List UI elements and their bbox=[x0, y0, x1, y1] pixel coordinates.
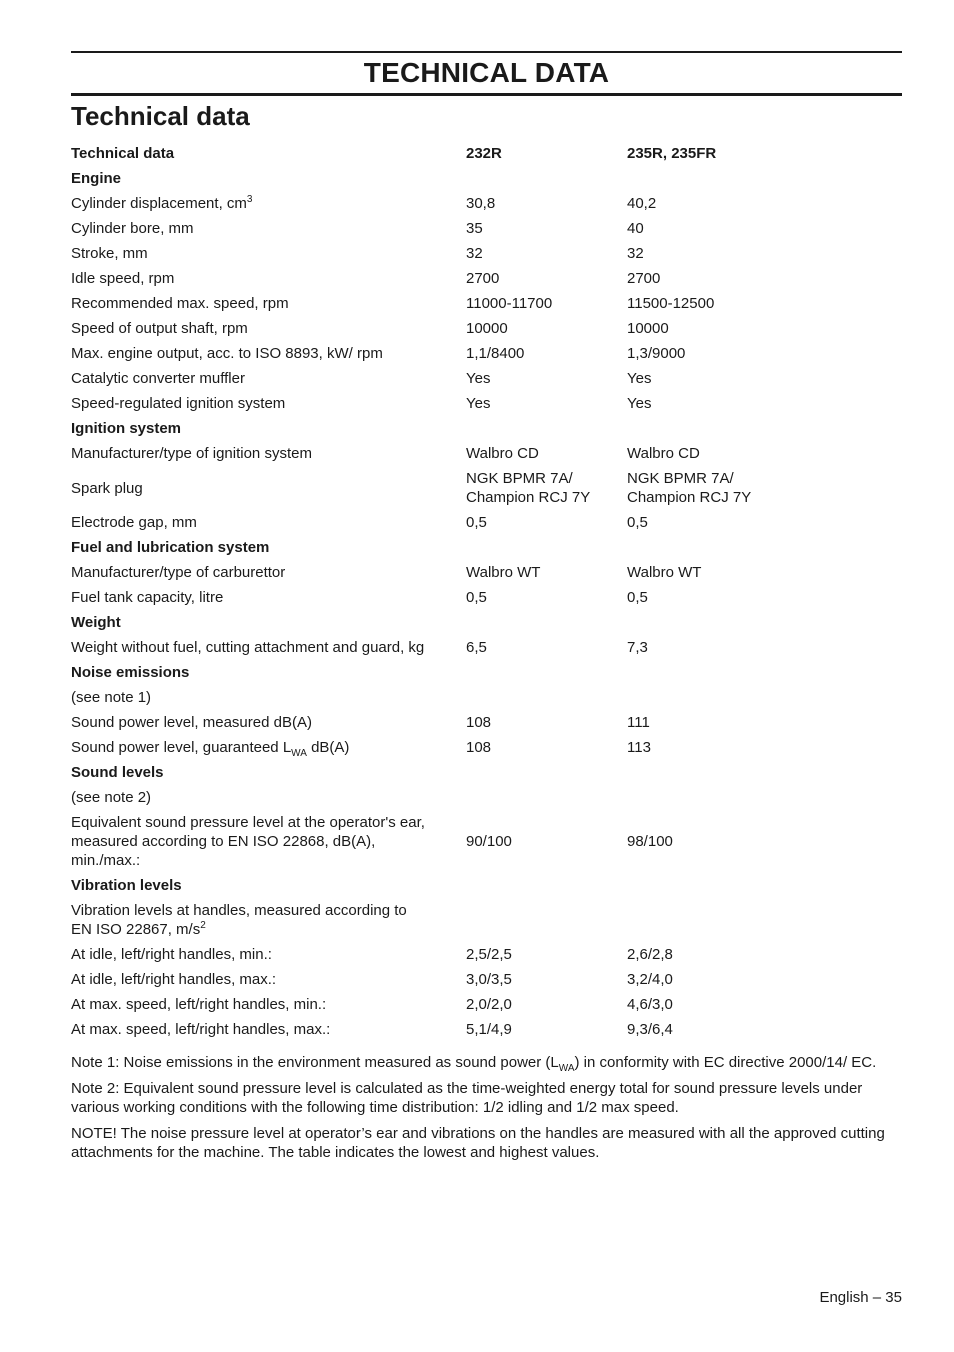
row-label: At idle, left/right handles, max.: bbox=[71, 971, 277, 988]
section-label: Engine bbox=[71, 170, 122, 187]
value-232r: 108 bbox=[466, 714, 492, 731]
header-cell-235r: 235R, 235FR bbox=[627, 145, 717, 162]
value-232r: 3,0/3,5 bbox=[466, 971, 512, 988]
row-label: Speed of output shaft, rpm bbox=[71, 320, 248, 337]
section-label: Weight bbox=[71, 614, 121, 631]
value-235r: 7,3 bbox=[627, 639, 648, 656]
row-label-line: measured according to EN ISO 22868, dB(A), bbox=[71, 833, 376, 850]
value-235r: 32 bbox=[627, 245, 644, 262]
row-label: Max. engine output, acc. to ISO 8893, kW/ rpm bbox=[71, 345, 383, 362]
row-label: At max. speed, left/right handles, min.: bbox=[71, 996, 327, 1013]
table-row bbox=[71, 967, 902, 992]
notes bbox=[71, 1053, 902, 1169]
section-label: Noise emissions bbox=[71, 664, 190, 681]
row-label: At idle, left/right handles, min.: bbox=[71, 946, 272, 963]
row-label: Sound power level, measured dB(A) bbox=[71, 714, 312, 731]
table-row bbox=[71, 291, 902, 316]
header-rule-bottom bbox=[71, 93, 902, 96]
value-235r: 4,6/3,0 bbox=[627, 996, 673, 1013]
value-line: Champion RCJ 7Y bbox=[466, 489, 591, 506]
value-235r: 0,5 bbox=[627, 589, 648, 606]
row-label bbox=[71, 810, 466, 873]
row-label-text: Sound power level, guaranteed L bbox=[71, 739, 292, 756]
value-232r: 6,5 bbox=[466, 639, 487, 656]
row-label: Recommended max. speed, rpm bbox=[71, 295, 289, 312]
value-232r: Yes bbox=[466, 370, 491, 387]
value-235r: 3,2/4,0 bbox=[627, 971, 673, 988]
note-text: ) in conformity with EC directive 2000/14/ EC. bbox=[574, 1054, 877, 1071]
superscript: 2 bbox=[200, 920, 206, 931]
value-232r: 35 bbox=[466, 220, 483, 237]
value-235r: 0,5 bbox=[627, 514, 648, 531]
superscript: 3 bbox=[246, 194, 253, 205]
value-232r: 90/100 bbox=[466, 833, 512, 850]
section-row-vibration bbox=[71, 873, 902, 898]
row-label-text: Cylinder displacement, cm bbox=[71, 195, 247, 212]
section-row-fuel bbox=[71, 535, 902, 560]
value-235r: 11500-12500 bbox=[627, 295, 715, 312]
row-label: Spark plug bbox=[71, 479, 143, 497]
value-232r: Yes bbox=[466, 395, 491, 412]
value-235r: 98/100 bbox=[627, 833, 673, 850]
table-row bbox=[71, 942, 902, 967]
value-232r: 11000-11700 bbox=[466, 295, 553, 312]
row-label: Catalytic converter muffler bbox=[71, 370, 245, 387]
value-235r: 10000 bbox=[627, 320, 669, 337]
note-1 bbox=[71, 1053, 902, 1072]
value-line: Champion RCJ 7Y bbox=[627, 489, 752, 506]
page-footer: English – 35 bbox=[819, 1289, 902, 1306]
table-row bbox=[71, 241, 902, 266]
value-235r: 40,2 bbox=[627, 195, 657, 212]
value-232r: Walbro CD bbox=[466, 445, 539, 462]
value-232r: 32 bbox=[466, 245, 483, 262]
table-row bbox=[71, 735, 902, 760]
header-rule-top bbox=[71, 51, 902, 53]
table-row bbox=[71, 992, 902, 1017]
section-row-noise bbox=[71, 660, 902, 685]
value-232r: 0,5 bbox=[466, 589, 487, 606]
row-label bbox=[71, 898, 466, 942]
table-row bbox=[71, 266, 902, 291]
row-label: At max. speed, left/right handles, max.: bbox=[71, 1021, 331, 1038]
value-235r: Yes bbox=[627, 370, 652, 387]
value-235r: Walbro CD bbox=[627, 445, 700, 462]
page-header-title: TECHNICAL DATA bbox=[363, 57, 610, 88]
table-header-row bbox=[71, 141, 902, 166]
subscript: WA bbox=[291, 748, 307, 759]
row-label: Cylinder bore, mm bbox=[71, 220, 194, 237]
value-235r: 40 bbox=[627, 220, 644, 237]
table-row bbox=[71, 785, 902, 810]
row-label-line: EN ISO 22867, m/s bbox=[71, 921, 201, 938]
table-row bbox=[71, 366, 902, 391]
table-row bbox=[71, 466, 902, 510]
value-232r: 1,1/8400 bbox=[466, 345, 525, 362]
row-label-line: min./max.: bbox=[71, 852, 141, 869]
value-232r: 30,8 bbox=[466, 195, 496, 212]
value-232r: 2,5/2,5 bbox=[466, 946, 512, 963]
value-235r: 9,3/6,4 bbox=[627, 1021, 673, 1038]
table-row bbox=[71, 810, 902, 873]
table-row bbox=[71, 585, 902, 610]
note-2: Note 2: Equivalent sound pressure level is calculated as the time-weighted energy total for sound pressure levels under various working conditions with the following time distribution: 1/2 idling and 1/2 max speed. bbox=[71, 1080, 863, 1116]
technical-data-table bbox=[71, 141, 902, 1042]
value-232r bbox=[466, 466, 627, 510]
section-label: Vibration levels bbox=[71, 877, 182, 894]
section-label: Ignition system bbox=[71, 420, 182, 437]
value-235r bbox=[627, 685, 902, 710]
note-3: NOTE! The noise pressure level at operator’s ear and vibrations on the handles are measured with all the approved cutting attachments for the machine. The table indicates the lowest and highest values. bbox=[71, 1125, 885, 1161]
note-text: Note 1: Noise emissions in the environment measured as sound power (L bbox=[71, 1054, 559, 1071]
value-line: NGK BPMR 7A/ bbox=[627, 470, 734, 487]
value-232r: 108 bbox=[466, 739, 492, 756]
table-row bbox=[71, 1017, 902, 1042]
row-label: (see note 1) bbox=[71, 689, 152, 706]
value-235r: Walbro WT bbox=[627, 564, 702, 581]
row-label: Weight without fuel, cutting attachment and guard, kg bbox=[71, 639, 425, 656]
table-row bbox=[71, 560, 902, 585]
value-232r: 10000 bbox=[466, 320, 508, 337]
table-row bbox=[71, 685, 902, 710]
table-row bbox=[71, 316, 902, 341]
row-label-line: Vibration levels at handles, measured according to bbox=[71, 902, 407, 919]
row-label-line: Equivalent sound pressure level at the operator's ear, bbox=[71, 814, 425, 831]
value-235r: Yes bbox=[627, 395, 652, 412]
value-235r bbox=[627, 785, 902, 810]
section-title: Technical data bbox=[71, 101, 250, 131]
section-row-ignition bbox=[71, 416, 902, 441]
row-label: Manufacturer/type of ignition system bbox=[71, 445, 312, 462]
row-label bbox=[71, 735, 466, 760]
value-235r bbox=[627, 898, 902, 942]
value-232r bbox=[466, 785, 627, 810]
header-cell-232r: 232R bbox=[466, 145, 502, 162]
value-232r bbox=[466, 898, 627, 942]
table-row bbox=[71, 191, 902, 216]
value-line: NGK BPMR 7A/ bbox=[466, 470, 573, 487]
value-232r bbox=[466, 685, 627, 710]
value-235r: 2,6/2,8 bbox=[627, 946, 673, 963]
value-232r: 5,1/4,9 bbox=[466, 1021, 512, 1038]
value-232r: 2,0/2,0 bbox=[466, 996, 512, 1013]
row-label: (see note 2) bbox=[71, 789, 152, 806]
section-row-engine bbox=[71, 166, 902, 191]
value-235r bbox=[627, 466, 902, 510]
row-label: Fuel tank capacity, litre bbox=[71, 589, 224, 606]
table-row bbox=[71, 391, 902, 416]
table-row bbox=[71, 216, 902, 241]
value-232r: Walbro WT bbox=[466, 564, 541, 581]
header-cell-label: Technical data bbox=[71, 145, 175, 162]
value-232r: 0,5 bbox=[466, 514, 487, 531]
table-row bbox=[71, 510, 902, 535]
row-label: Speed-regulated ignition system bbox=[71, 395, 286, 412]
section-row-sound bbox=[71, 760, 902, 785]
row-label bbox=[71, 191, 466, 216]
table-row bbox=[71, 898, 902, 942]
value-232r: 2700 bbox=[466, 270, 500, 287]
table-row bbox=[71, 341, 902, 366]
table-row bbox=[71, 710, 902, 735]
row-label: Idle speed, rpm bbox=[71, 270, 175, 287]
subscript: WA bbox=[558, 1063, 575, 1074]
table-row bbox=[71, 635, 902, 660]
section-label: Fuel and lubrication system bbox=[71, 539, 270, 556]
value-235r: 113 bbox=[627, 739, 651, 756]
row-label-text: dB(A) bbox=[306, 739, 350, 756]
value-235r: 2700 bbox=[627, 270, 661, 287]
row-label: Stroke, mm bbox=[71, 245, 148, 262]
table-row bbox=[71, 441, 902, 466]
section-row-weight bbox=[71, 610, 902, 635]
value-235r: 1,3/9000 bbox=[627, 345, 686, 362]
value-235r: 111 bbox=[627, 714, 650, 731]
row-label: Electrode gap, mm bbox=[71, 514, 197, 531]
row-label: Manufacturer/type of carburettor bbox=[71, 564, 286, 581]
section-label: Sound levels bbox=[71, 764, 164, 781]
